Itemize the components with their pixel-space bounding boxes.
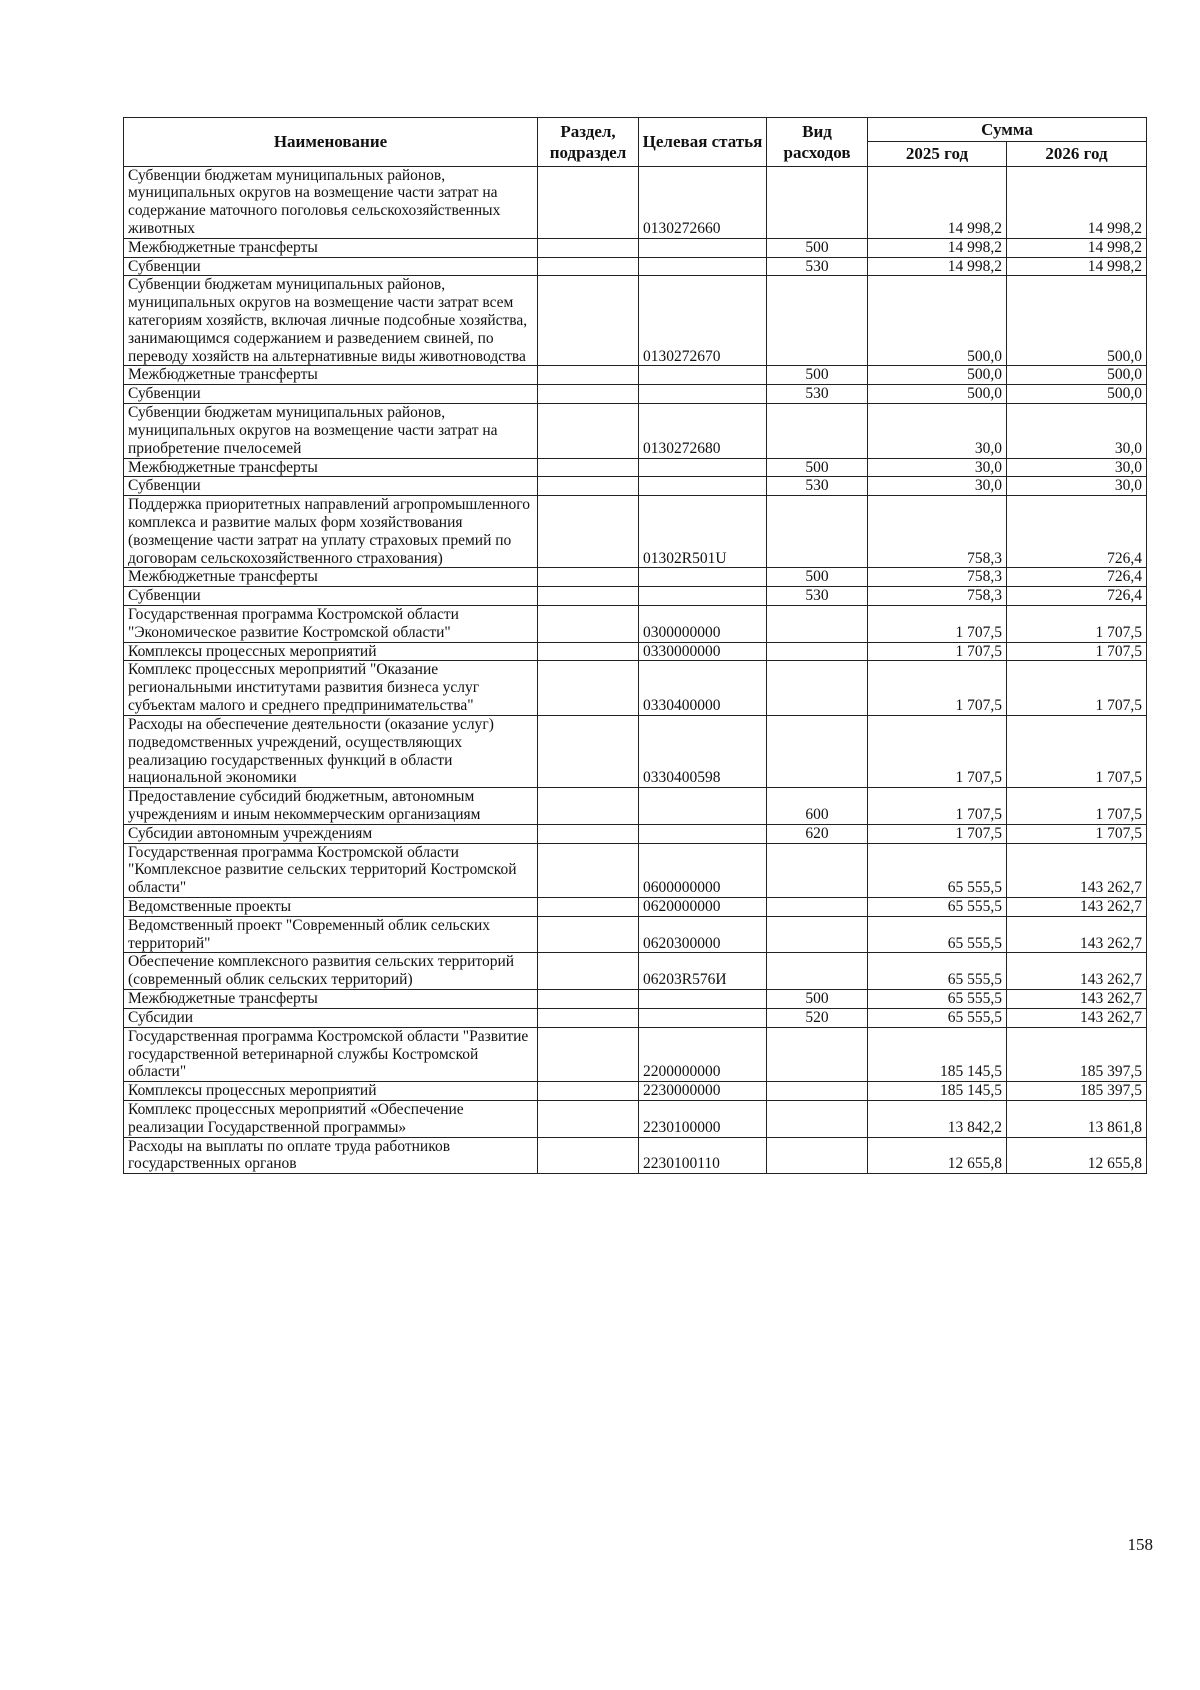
cell-name: Государственная программа Костромской области "Комплексное развитие сельских территорий Костромской области" <box>124 843 538 897</box>
cell-section <box>538 715 639 787</box>
table-row <box>124 1082 1147 1101</box>
cell-article: 0330000000 <box>639 642 767 661</box>
cell-expense-type: 530 <box>767 385 868 404</box>
cell-name: Субсидии автономным учреждениям <box>124 824 538 843</box>
cell-name: Ведомственный проект "Современный облик сельских территорий" <box>124 916 538 953</box>
table-row <box>124 257 1147 276</box>
cell-article: 06203R576И <box>639 953 767 990</box>
cell-expense-type: 520 <box>767 1008 868 1027</box>
table-row <box>124 606 1147 643</box>
table-row <box>124 1008 1147 1027</box>
cell-article: 0330400000 <box>639 661 767 715</box>
cell-sum-2026: 1 707,5 <box>1007 715 1147 787</box>
table-row <box>124 366 1147 385</box>
table-row <box>124 661 1147 715</box>
table-row <box>124 404 1147 458</box>
cell-name: Субсидии <box>124 1008 538 1027</box>
cell-expense-type: 500 <box>767 990 868 1009</box>
cell-sum-2025: 500,0 <box>868 276 1007 366</box>
cell-sum-2025: 758,3 <box>868 496 1007 568</box>
cell-article <box>639 1008 767 1027</box>
cell-article: 0620000000 <box>639 898 767 917</box>
cell-sum-2025: 14 998,2 <box>868 166 1007 238</box>
cell-article <box>639 458 767 477</box>
cell-sum-2025: 185 145,5 <box>868 1027 1007 1081</box>
cell-sum-2026: 1 707,5 <box>1007 788 1147 825</box>
cell-sum-2026: 500,0 <box>1007 366 1147 385</box>
header-year-2025: 2025 год <box>868 142 1007 166</box>
cell-name: Межбюджетные трансферты <box>124 238 538 257</box>
cell-sum-2026: 143 262,7 <box>1007 953 1147 990</box>
cell-sum-2026: 1 707,5 <box>1007 606 1147 643</box>
cell-article <box>639 238 767 257</box>
cell-sum-2026: 14 998,2 <box>1007 257 1147 276</box>
cell-section <box>538 1137 639 1174</box>
cell-article <box>639 385 767 404</box>
cell-expense-type: 500 <box>767 366 868 385</box>
cell-sum-2026: 500,0 <box>1007 385 1147 404</box>
cell-sum-2026: 1 707,5 <box>1007 824 1147 843</box>
cell-expense-type <box>767 1082 868 1101</box>
cell-expense-type: 620 <box>767 824 868 843</box>
cell-expense-type <box>767 496 868 568</box>
cell-expense-type: 500 <box>767 458 868 477</box>
cell-section <box>538 366 639 385</box>
table-row <box>124 166 1147 238</box>
cell-name: Комплекс процессных мероприятий «Обеспечение реализации Государственной программы» <box>124 1100 538 1137</box>
cell-expense-type <box>767 843 868 897</box>
cell-expense-type: 530 <box>767 587 868 606</box>
cell-article: 2230100110 <box>639 1137 767 1174</box>
cell-name: Субвенции <box>124 477 538 496</box>
cell-sum-2026: 30,0 <box>1007 477 1147 496</box>
cell-expense-type <box>767 898 868 917</box>
table-row <box>124 276 1147 366</box>
cell-article <box>639 587 767 606</box>
table-row <box>124 898 1147 917</box>
cell-sum-2025: 14 998,2 <box>868 238 1007 257</box>
cell-sum-2025: 30,0 <box>868 458 1007 477</box>
table-row <box>124 824 1147 843</box>
cell-expense-type <box>767 606 868 643</box>
cell-name: Обеспечение комплексного развития сельских территорий (современный облик сельских территорий) <box>124 953 538 990</box>
cell-section <box>538 898 639 917</box>
cell-article: 0130272660 <box>639 166 767 238</box>
header-article: Целевая статья <box>639 118 767 167</box>
cell-article <box>639 257 767 276</box>
table-row <box>124 953 1147 990</box>
cell-expense-type <box>767 1100 868 1137</box>
cell-expense-type <box>767 661 868 715</box>
cell-name: Государственная программа Костромской области "Экономическое развитие Костромской области" <box>124 606 538 643</box>
cell-article <box>639 568 767 587</box>
cell-name: Межбюджетные трансферты <box>124 458 538 477</box>
table-body <box>124 166 1147 1174</box>
cell-sum-2026: 30,0 <box>1007 458 1147 477</box>
cell-sum-2026: 143 262,7 <box>1007 1008 1147 1027</box>
header-name: Наименование <box>124 118 538 167</box>
cell-sum-2025: 1 707,5 <box>868 642 1007 661</box>
cell-sum-2025: 13 842,2 <box>868 1100 1007 1137</box>
cell-name: Поддержка приоритетных направлений агропромышленного комплекса и развитие малых форм хозяйствования (возмещение части затрат на уплату страховых премий по договорам сельскохозяйственного страхования) <box>124 496 538 568</box>
cell-expense-type <box>767 953 868 990</box>
cell-section <box>538 458 639 477</box>
table-row <box>124 458 1147 477</box>
cell-article: 0620300000 <box>639 916 767 953</box>
cell-sum-2026: 143 262,7 <box>1007 898 1147 917</box>
cell-sum-2026: 143 262,7 <box>1007 843 1147 897</box>
cell-sum-2025: 500,0 <box>868 385 1007 404</box>
cell-section <box>538 843 639 897</box>
cell-sum-2025: 185 145,5 <box>868 1082 1007 1101</box>
cell-sum-2026: 14 998,2 <box>1007 238 1147 257</box>
cell-section <box>538 824 639 843</box>
header-expense-type: Вид расходов <box>767 118 868 167</box>
cell-name: Расходы на выплаты по оплате труда работников государственных органов <box>124 1137 538 1174</box>
cell-expense-type <box>767 916 868 953</box>
cell-article: 0600000000 <box>639 843 767 897</box>
table-row <box>124 990 1147 1009</box>
cell-sum-2025: 65 555,5 <box>868 953 1007 990</box>
cell-article <box>639 990 767 1009</box>
cell-sum-2025: 1 707,5 <box>868 824 1007 843</box>
cell-name: Субвенции бюджетам муниципальных районов, муниципальных округов на возмещение части затрат на содержание маточного поголовья сельскохозяйственных животных <box>124 166 538 238</box>
cell-section <box>538 661 639 715</box>
table-row <box>124 568 1147 587</box>
cell-article: 01302R501U <box>639 496 767 568</box>
cell-section <box>538 587 639 606</box>
cell-expense-type: 500 <box>767 568 868 587</box>
cell-article: 2200000000 <box>639 1027 767 1081</box>
cell-expense-type <box>767 166 868 238</box>
cell-section <box>538 477 639 496</box>
cell-sum-2026: 12 655,8 <box>1007 1137 1147 1174</box>
table-row <box>124 788 1147 825</box>
cell-article <box>639 366 767 385</box>
cell-article: 0130272680 <box>639 404 767 458</box>
table-row <box>124 642 1147 661</box>
cell-article: 0330400598 <box>639 715 767 787</box>
cell-section <box>538 568 639 587</box>
cell-expense-type: 530 <box>767 477 868 496</box>
cell-article: 2230000000 <box>639 1082 767 1101</box>
cell-article: 0130272670 <box>639 276 767 366</box>
table-row <box>124 1027 1147 1081</box>
cell-sum-2026: 726,4 <box>1007 568 1147 587</box>
cell-sum-2026: 726,4 <box>1007 587 1147 606</box>
cell-expense-type: 530 <box>767 257 868 276</box>
cell-expense-type <box>767 715 868 787</box>
cell-sum-2025: 758,3 <box>868 587 1007 606</box>
table-row <box>124 385 1147 404</box>
cell-article <box>639 824 767 843</box>
cell-section <box>538 788 639 825</box>
cell-name: Межбюджетные трансферты <box>124 990 538 1009</box>
cell-section <box>538 953 639 990</box>
table-row <box>124 843 1147 897</box>
table-row <box>124 477 1147 496</box>
cell-section <box>538 642 639 661</box>
cell-sum-2026: 1 707,5 <box>1007 642 1147 661</box>
cell-sum-2025: 65 555,5 <box>868 898 1007 917</box>
cell-expense-type <box>767 276 868 366</box>
cell-name: Межбюджетные трансферты <box>124 366 538 385</box>
cell-section <box>538 1008 639 1027</box>
cell-section <box>538 916 639 953</box>
cell-section <box>538 1082 639 1101</box>
cell-sum-2025: 30,0 <box>868 477 1007 496</box>
cell-sum-2026: 143 262,7 <box>1007 990 1147 1009</box>
cell-sum-2025: 1 707,5 <box>868 788 1007 825</box>
cell-sum-2026: 1 707,5 <box>1007 661 1147 715</box>
cell-sum-2026: 14 998,2 <box>1007 166 1147 238</box>
cell-expense-type <box>767 1027 868 1081</box>
cell-article <box>639 788 767 825</box>
table-header <box>124 118 1147 167</box>
cell-sum-2025: 65 555,5 <box>868 916 1007 953</box>
cell-sum-2025: 12 655,8 <box>868 1137 1007 1174</box>
cell-section <box>538 606 639 643</box>
cell-sum-2025: 758,3 <box>868 568 1007 587</box>
cell-section <box>538 238 639 257</box>
table-row <box>124 916 1147 953</box>
cell-sum-2025: 1 707,5 <box>868 715 1007 787</box>
table-row <box>124 1137 1147 1174</box>
cell-sum-2026: 30,0 <box>1007 404 1147 458</box>
cell-section <box>538 1027 639 1081</box>
cell-sum-2026: 185 397,5 <box>1007 1082 1147 1101</box>
cell-section <box>538 276 639 366</box>
cell-article <box>639 477 767 496</box>
cell-section <box>538 496 639 568</box>
table-row <box>124 496 1147 568</box>
cell-sum-2025: 65 555,5 <box>868 990 1007 1009</box>
cell-sum-2026: 185 397,5 <box>1007 1027 1147 1081</box>
cell-sum-2025: 1 707,5 <box>868 606 1007 643</box>
table-row <box>124 1100 1147 1137</box>
header-year-2026: 2026 год <box>1007 142 1147 166</box>
cell-section <box>538 385 639 404</box>
cell-name: Межбюджетные трансферты <box>124 568 538 587</box>
cell-name: Субвенции бюджетам муниципальных районов, муниципальных округов на возмещение части затрат всем категориям хозяйств, включая личные подсобные хозяйства, занимающимся содержанием и разведением свиней, по переводу хозяйств на альтернативные виды животноводства <box>124 276 538 366</box>
cell-sum-2025: 65 555,5 <box>868 1008 1007 1027</box>
cell-name: Государственная программа Костромской области "Развитие государственной ветеринарной службы Костромской области" <box>124 1027 538 1081</box>
cell-sum-2026: 726,4 <box>1007 496 1147 568</box>
cell-sum-2025: 500,0 <box>868 366 1007 385</box>
page-number: 158 <box>1127 1535 1153 1554</box>
cell-sum-2025: 30,0 <box>868 404 1007 458</box>
cell-sum-2026: 13 861,8 <box>1007 1100 1147 1137</box>
cell-name: Расходы на обеспечение деятельности (оказание услуг) подведомственных учреждений, осуществляющих реализацию государственных функций в области национальной экономики <box>124 715 538 787</box>
cell-sum-2025: 14 998,2 <box>868 257 1007 276</box>
cell-name: Комплексы процессных мероприятий <box>124 642 538 661</box>
cell-name: Субвенции <box>124 587 538 606</box>
cell-expense-type <box>767 642 868 661</box>
cell-expense-type <box>767 404 868 458</box>
cell-section <box>538 257 639 276</box>
cell-sum-2025: 65 555,5 <box>868 843 1007 897</box>
cell-section <box>538 1100 639 1137</box>
table-row <box>124 587 1147 606</box>
cell-name: Комплекс процессных мероприятий "Оказание региональными институтами развития бизнеса услуг субъектам малого и среднего предпринимательства" <box>124 661 538 715</box>
header-sum: Сумма <box>868 118 1147 142</box>
cell-expense-type: 500 <box>767 238 868 257</box>
cell-article: 0300000000 <box>639 606 767 643</box>
header-section: Раздел, подраздел <box>538 118 639 167</box>
cell-expense-type <box>767 1137 868 1174</box>
cell-name: Комплексы процессных мероприятий <box>124 1082 538 1101</box>
cell-section <box>538 990 639 1009</box>
cell-sum-2026: 500,0 <box>1007 276 1147 366</box>
cell-name: Субвенции <box>124 385 538 404</box>
cell-sum-2025: 1 707,5 <box>868 661 1007 715</box>
cell-name: Ведомственные проекты <box>124 898 538 917</box>
cell-section <box>538 404 639 458</box>
table-row <box>124 238 1147 257</box>
cell-expense-type: 600 <box>767 788 868 825</box>
cell-name: Предоставление субсидий бюджетным, автономным учреждениям и иным некоммерческим организациям <box>124 788 538 825</box>
cell-name: Субвенции бюджетам муниципальных районов, муниципальных округов на возмещение части затрат на приобретение пчелосемей <box>124 404 538 458</box>
cell-article: 2230100000 <box>639 1100 767 1137</box>
cell-name: Субвенции <box>124 257 538 276</box>
budget-table <box>123 117 1147 1174</box>
cell-section <box>538 166 639 238</box>
table-row <box>124 715 1147 787</box>
cell-sum-2026: 143 262,7 <box>1007 916 1147 953</box>
